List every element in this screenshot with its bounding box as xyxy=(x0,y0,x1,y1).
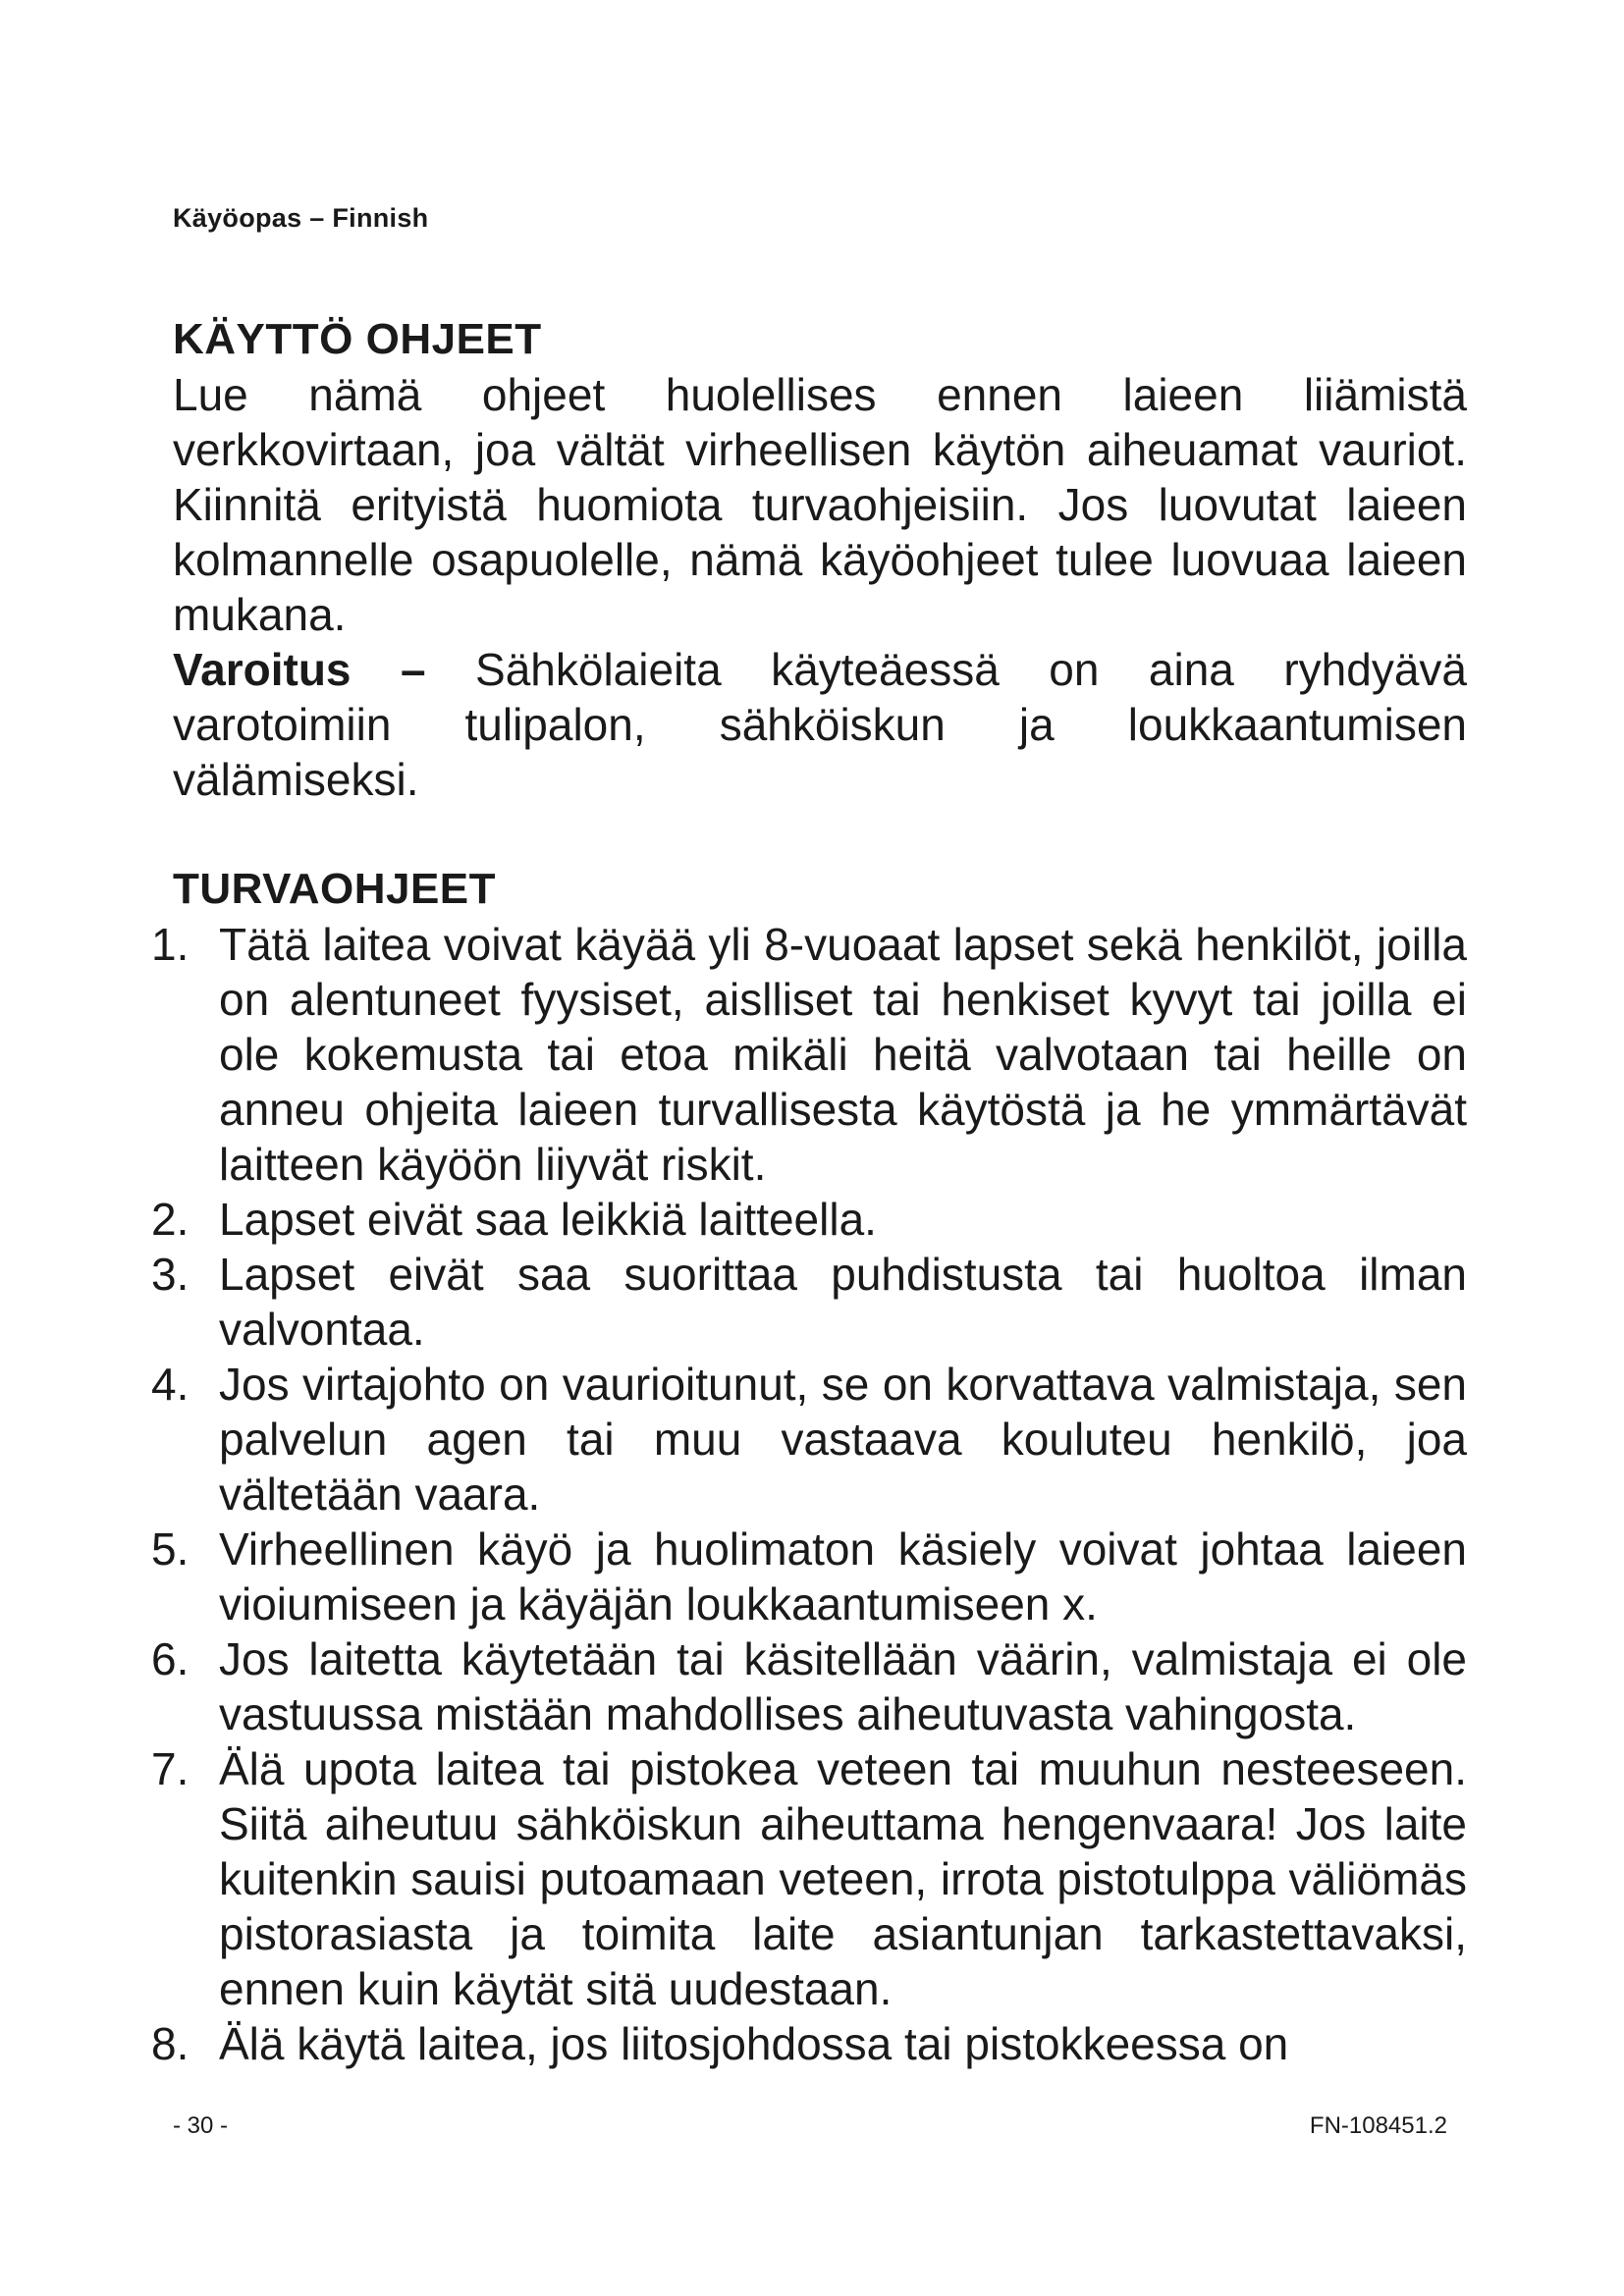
page-number: - 30 - xyxy=(173,2112,229,2139)
document-code: FN-108451.2 xyxy=(1309,2112,1447,2139)
safety-item-number: 7. xyxy=(151,1743,189,1794)
safety-item xyxy=(151,1247,1467,1357)
usage-instructions-title: KÄYTTÖ OHJEET xyxy=(173,315,542,363)
safety-item-text: Älä upota laitea tai pistokea veteen tai muuhun nesteeseen. Siitä aiheutuu sähköiskun aiheuttama hengenvaara! Jos laite kuitenkin sauisi putoamaan veteen, irrota pistotulppa väliömäs pistorasiasta ja toimita laite asiantunjan tarkastettavaksi, ennen kuin käytät sitä uudestaan. xyxy=(219,1743,1467,2014)
usage-intro-paragraph: Lue nämä ohjeet huolellises ennen laieen liiämistä verkkovirtaan, joa vältät virheellisen käytön aiheuamat vauriot. Kiinnitä erityistä huomiota turvaohjeisiin. Jos luovutat laieen kolmannelle osapuolelle, nämä käyöohjeet tulee luovuaa laieen mukana. xyxy=(173,369,1467,640)
safety-item-text: Älä käytä laitea, jos liitosjohdossa tai pistokkeessa on xyxy=(219,2018,1289,2069)
safety-item xyxy=(151,917,1467,1192)
safety-item xyxy=(151,2016,1467,2071)
safety-item-text: Tätä laitea voivat käyää yli 8-vuoaat lapset sekä henkilöt, joilla on alentuneet fyysiset, aislliset tai henkiset kyvyt tai joilla ei ole kokemusta tai etoa mikäli heitä valvotaan tai heille on anneu ohjeita laieen turvallisesta käytöstä ja he ymmärtävät laitteen käyöön liiyvät riskit. xyxy=(219,919,1467,1190)
safety-item-number: 6. xyxy=(151,1633,189,1684)
safety-item xyxy=(151,1357,1467,1522)
safety-item-text: Virheellinen käyö ja huolimaton käsiely voivat johtaa laieen vioiumiseen ja käyäjän loukkaantumiseen x. xyxy=(219,1523,1467,1629)
section-spacer xyxy=(173,807,1467,862)
safety-list xyxy=(151,917,1467,2071)
safety-instructions-title: TURVAOHJEET xyxy=(173,865,497,913)
safety-item xyxy=(151,1522,1467,1631)
safety-item-text: Lapset eivät saa leikkiä laitteella. xyxy=(219,1194,877,1245)
warning-text: Sähkölaieita käyteäessä on aina ryhdyävä varotoimiin tulipalon, sähköiskun ja loukkaantumisen välämiseksi. xyxy=(173,644,1467,805)
running-header: Käyöopas – Finnish xyxy=(173,203,429,233)
safety-item-number: 8. xyxy=(151,2018,189,2069)
safety-item-text: Jos virtajohto on vaurioitunut, se on korvattava valmistaja, sen palvelun agen tai muu vastaava kouluteu henkilö, joa vältetään vaara. xyxy=(219,1359,1467,1520)
safety-item-number: 1. xyxy=(151,919,189,970)
safety-item-number: 4. xyxy=(151,1359,189,1410)
safety-item xyxy=(151,1631,1467,1741)
safety-item-text: Lapset eivät saa suorittaa puhdistusta tai huoltoa ilman valvontaa. xyxy=(219,1249,1467,1355)
safety-item xyxy=(151,1192,1467,1247)
safety-item xyxy=(151,1741,1467,2016)
warning-label: Varoitus – xyxy=(173,644,426,695)
safety-item-number: 3. xyxy=(151,1249,189,1300)
safety-item-text: Jos laitetta käytetään tai käsitellään väärin, valmistaja ei ole vastuussa mistään mahdollises aiheutuvasta vahingosta. xyxy=(219,1633,1467,1739)
safety-item-number: 5. xyxy=(151,1523,189,1575)
safety-item-number: 2. xyxy=(151,1194,189,1245)
warning-paragraph xyxy=(173,642,1467,807)
page-content xyxy=(151,312,1467,2071)
